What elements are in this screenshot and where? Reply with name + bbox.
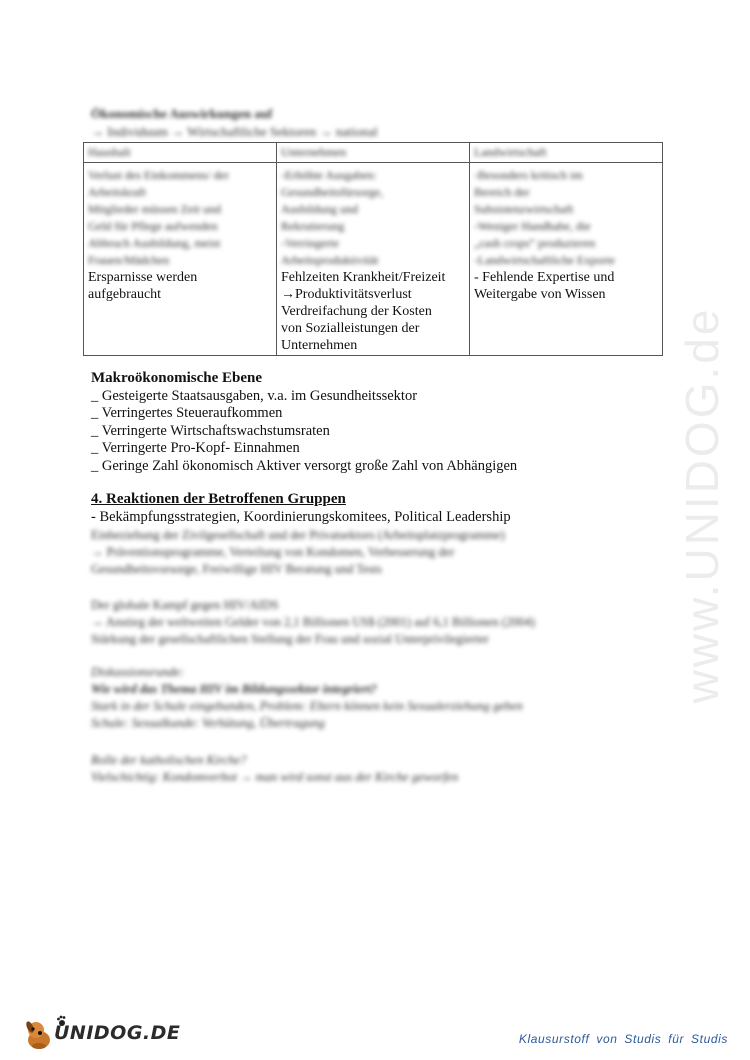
column-header: Unternehmen — [277, 143, 470, 163]
church-paragraph: Rolle der katholischen Kirche? Vielschichtig: Kondomverbot → man wird sonst aus der Kirche geworfen — [91, 753, 459, 784]
watermark — [672, 280, 732, 730]
section-subheading: → Individuum → Wirtschaftliche Sektoren → national — [91, 124, 378, 139]
column-header: Landwirtschaft — [470, 143, 663, 163]
section-4-heading: 4. Reaktionen der Betroffenen Gruppen — [91, 491, 346, 507]
section-4-blurred-text: Einbeziehung der Zivilgesellschaft und der Privatsektors (Arbeitsplatzprogramme) → Präventionsprogramme, Verteilung von Kondomen, Verbesserung der Gesundheitsvorsorge, Freiwillige HIV Beratung und Tests — [91, 528, 505, 576]
list-item: _ Verringertes Steueraufkommen — [91, 405, 283, 422]
table-cell: Fehlzeiten Krankheit/Freizeit →Produktivitätsverlust Verdreifachung der Kosten von Sozialleistungen der Unternehmen — [277, 269, 470, 356]
column-header: Haushalt — [84, 143, 277, 163]
table-cell: -Besonders kritisch im Bereich der Subsistenzwirtschaft -Weniger Handhabe, die „cash crops“ produzieren -Landwirtschaftliche Exporte — [470, 163, 663, 270]
table-row — [84, 269, 663, 356]
table-cell: - Fehlende Expertise und Weitergabe von Wissen — [470, 269, 663, 356]
impact-table — [83, 142, 663, 356]
list-item: _ Geringe Zahl ökonomisch Aktiver versorgt große Zahl von Abhängigen — [91, 457, 518, 474]
footer-slogan: Klausurstoff von Studis für Studis — [518, 1032, 728, 1046]
dog-mascot-icon — [22, 1018, 56, 1052]
unidog-logo[interactable] — [22, 1018, 181, 1052]
macro-heading: Makroökonomische Ebene — [91, 370, 262, 386]
list-item: _ Gesteigerte Staatsausgaben, v.a. im Gesundheitssektor — [91, 388, 418, 404]
section-heading: Ökonomische Auswirkungen auf — [91, 106, 273, 121]
macro-list — [91, 388, 517, 475]
global-fight-paragraph: Der globale Kampf gegen HIV/AIDS → Anstieg der weltweiten Gelder von 2,1 Billionen US$ (2001) auf 6,1 Billionen (2004) Stärkung der gesellschaftlichen Stellung der Frau und sozial Unterprivilegierter — [91, 598, 536, 646]
table-cell: -Erhöhte Ausgaben: Gesundheitsfürsorge, Ausbildung und Rekrutierung -Verringerte Arbeitsproduktivität — [277, 163, 470, 270]
table-row — [84, 163, 663, 270]
discussion-paragraph: Diskussionsrunde: Wie wird das Thema HIV im Bildungssektor integriert? Stark in der Schule eingebunden, Problem: Eltern können kein Sexualerziehung geben Schule: Sexualkunde: Verhütung, Übertragung — [91, 665, 523, 730]
logo-text: UNIDOG.DE — [54, 1022, 181, 1044]
list-item: _ Verringerte Pro-Kopf- Einnahmen — [91, 440, 300, 457]
table-cell: Verlust des Einkommens/ der Arbeitskraft Mitglieder müssen Zeit und Geld für Pflege aufwenden Abbruch Ausbildung, meist Frauen/Mädchen — [84, 163, 277, 270]
table-header-row — [84, 143, 663, 163]
table-cell: Ersparnisse werden aufgebraucht — [84, 269, 277, 356]
section-4-line: - Bekämpfungsstrategien, Koordinierungskomitees, Political Leadership — [91, 509, 511, 525]
watermark-text: www.UNIDOG.de — [676, 306, 728, 704]
list-item: _ Verringerte Wirtschaftswachstumsraten — [91, 422, 330, 439]
